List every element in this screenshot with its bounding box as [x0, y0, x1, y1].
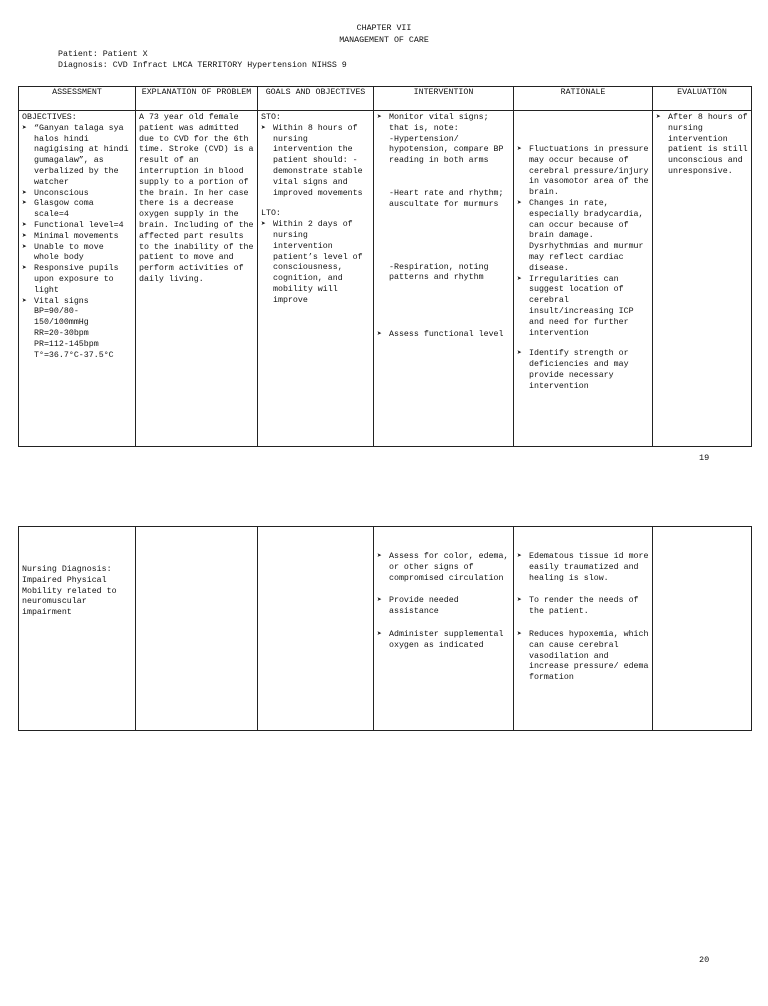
list-item: ➤ Provide needed assistance [377, 596, 459, 617]
list-item: ➤ Unconscious [22, 188, 89, 198]
chapter-heading: CHAPTER VII [356, 24, 412, 33]
arrow-bullet-icon: ➤ [517, 145, 522, 154]
arrow-bullet-icon: ➤ [517, 596, 522, 606]
arrow-bullet-icon: ➤ [22, 231, 27, 241]
objectives-heading: OBJECTIVES: [22, 113, 77, 122]
rationale-cell [514, 111, 653, 447]
arrow-bullet-icon: ➤ [22, 264, 27, 274]
arrow-bullet-icon: ➤ [517, 629, 522, 639]
column-header-explanation: EXPLANATION OF PROBLEM [136, 87, 258, 111]
column-header-rationale: RATIONALE [514, 87, 653, 111]
list-item [261, 124, 370, 200]
document-title: MANAGEMENT OF CARE [339, 36, 429, 45]
arrow-bullet-icon: ➤ [22, 199, 27, 209]
arrow-bullet-icon: ➤ [517, 349, 522, 359]
explanation-cell [136, 527, 258, 731]
rationale-cell [514, 527, 653, 731]
nursing-diagnosis: Nursing Diagnosis: Impaired Physical Mobility related to neuromuscular impairment [22, 565, 117, 618]
list-item: ➤ Glasgow coma scale=4 [22, 199, 94, 220]
column-header-evaluation: EVALUATION [653, 87, 752, 111]
sto-label: STO: [261, 113, 281, 122]
arrow-bullet-icon: ➤ [22, 123, 27, 133]
list-item: ➤ Unable to move whole body [22, 242, 104, 263]
page-number: 19 [699, 453, 710, 463]
vital-sign-rr: RR=20-30bpm [34, 328, 89, 338]
list-item: ➤ Fluctuations in pressure may occur because of cerebral pressure/injury in vasomotor area of the brain. [517, 145, 649, 198]
arrow-bullet-icon: ➤ [22, 188, 27, 198]
arrow-bullet-icon: ➤ [517, 198, 522, 208]
list-item: ➤ Changes in rate, especially bradycardia, can occur because of brain damage. Dysrhythmias and murmur may reflect cardiac disease. [517, 198, 644, 273]
patient-line: Patient: Patient X [58, 50, 148, 59]
arrow-bullet-icon: ➤ [261, 220, 266, 230]
arrow-bullet-icon: ➤ [377, 113, 382, 122]
assessment-cell [19, 111, 136, 447]
arrow-bullet-icon: ➤ [22, 296, 27, 306]
arrow-bullet-icon: ➤ [377, 552, 382, 561]
column-header-intervention: INTERVENTION [374, 87, 514, 111]
list-item: ➤ To render the needs of the patient. [517, 596, 639, 617]
list-item: ➤ Functional level=4 [22, 220, 124, 230]
vital-sign-temp: T°=36.7°C-37.5°C [34, 350, 114, 360]
list-item: ➤ Edematous tissue id more easily traumatized and healing is slow. [517, 552, 649, 583]
list-item: ➤ Assess functional level [377, 330, 504, 340]
column-header-assessment: ASSESSMENT [19, 87, 136, 111]
arrow-bullet-icon: ➤ [517, 552, 522, 561]
arrow-bullet-icon: ➤ [377, 596, 382, 606]
goals-cell [258, 111, 374, 447]
intervention-heart-rate: -Heart rate and rhythm; auscultate for murmurs [389, 188, 504, 209]
care-plan-table-continued [18, 526, 752, 731]
table-row [19, 527, 752, 731]
arrow-bullet-icon: ➤ [377, 629, 382, 639]
list-item: ➤ Vital signs [22, 296, 89, 306]
list-item: ➤ Reduces hypoxemia, which can cause cerebral vasodilation and increase pressure/ edema formation [517, 629, 649, 683]
vital-sign-bp: BP=90/80-150/100mmHg [34, 307, 89, 328]
column-header-goals: GOALS AND OBJECTIVES [258, 87, 374, 111]
intervention-hypertension: -Hypertension/ hypotension, compare BP reading in both arms [389, 134, 504, 166]
list-item: ➤ Minimal movements [22, 231, 119, 241]
list-item: ➤ “Ganyan talaga sya halos hindi nagigising at hindi gumagalaw”, as verbalized by the watcher [22, 123, 129, 187]
intervention-cell [374, 527, 514, 731]
list-item: ➤ Monitor vital signs; that is, note: [377, 113, 489, 133]
evaluation-cell [653, 111, 752, 447]
evaluation-cell [653, 527, 752, 731]
sto-text: Within 8 hours of nursing intervention the patient should: -demonstrate stable vital signs and improved movements [273, 123, 363, 198]
list-item: ➤ Responsive pupils upon exposure to light [22, 264, 119, 295]
list-item: ➤ Irregularities can suggest location of cerebral insult/increasing ICP and need for further intervention [517, 274, 634, 338]
arrow-bullet-icon: ➤ [377, 330, 382, 340]
table-header-row [19, 87, 752, 111]
arrow-bullet-icon: ➤ [261, 123, 266, 133]
page-number: 20 [699, 955, 710, 965]
assessment-cell [19, 527, 136, 731]
vital-sign-pr: PR=112-145bpm [34, 339, 99, 349]
intervention-respiration: -Respiration, noting patterns and rhythm [389, 262, 489, 283]
arrow-bullet-icon: ➤ [656, 113, 661, 122]
goals-cell [258, 527, 374, 731]
intervention-cell [374, 111, 514, 447]
list-item: ➤ Assess for color, edema, or other signs of compromised circulation [377, 552, 509, 583]
table-row [19, 111, 752, 447]
care-plan-table [18, 86, 752, 447]
diagnosis-line: Diagnosis: CVD Infract LMCA TERRITORY Hypertension NIHSS 9 [58, 61, 347, 70]
explanation-text: A 73 year old female patient was admitted due to CVD for the 6th time. Stroke (CVD) is a result of an interruption in blood supply to a portion of the brain. In her case there is a decrease oxygen supply in the brain. Including of the affected part results to the inability of the patient to move and perform activities of daily living. [139, 113, 254, 284]
list-item: ➤ Identify strength or deficiencies and may provide necessary intervention [517, 349, 629, 391]
lto-text: Within 2 days of nursing intervention patient’s level of consciousness, cognition, and mobility will improve [273, 220, 363, 305]
arrow-bullet-icon: ➤ [517, 274, 522, 284]
arrow-bullet-icon: ➤ [22, 242, 27, 252]
list-item: ➤ Administer supplemental oxygen as indicated [377, 629, 504, 650]
explanation-cell [136, 111, 258, 447]
list-item: ➤ After 8 hours of nursing intervention patient is still unconscious and unresponsive. [656, 113, 748, 176]
list-item [261, 220, 370, 306]
lto-label: LTO: [261, 209, 281, 219]
arrow-bullet-icon: ➤ [22, 220, 27, 230]
